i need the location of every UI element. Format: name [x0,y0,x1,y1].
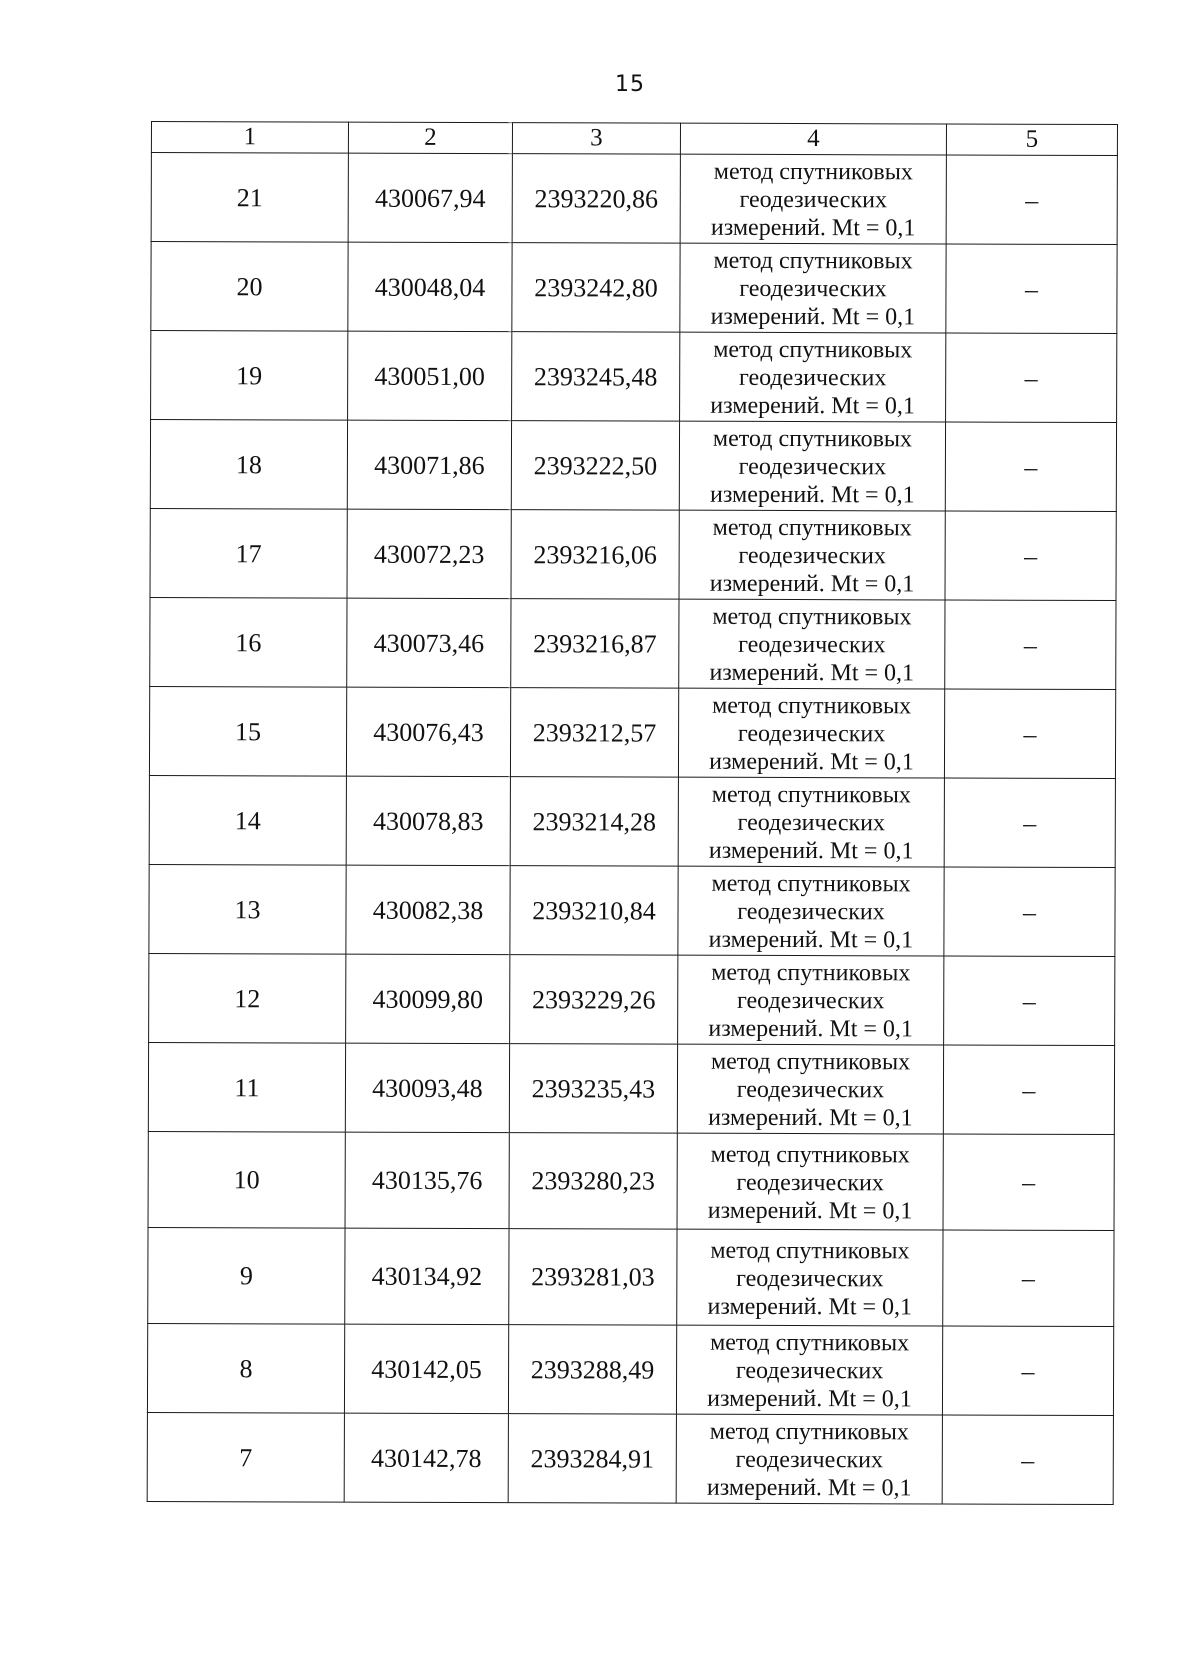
method-line-3: измерений. Mt = 0,1 [707,1197,913,1224]
cell-point-number: 12 [149,953,346,1043]
header-row [151,122,1117,156]
cell-description: – [943,1134,1114,1231]
column-header-2: 2 [348,122,512,154]
cell-method [678,955,944,1045]
cell-coordinate-y: 2393214,28 [510,777,678,867]
method-line-3: измерений. Mt = 0,1 [709,659,915,687]
method-line-2: геодезических [736,1169,884,1196]
method-line-3: измерений. Mt = 0,1 [710,214,916,242]
cell-description: – [944,867,1115,957]
cell-method [680,154,946,244]
cell-coordinate-y: 2393235,43 [509,1044,677,1134]
cell-description: – [944,689,1115,779]
cell-method [677,1133,943,1230]
cell-point-number: 13 [149,864,346,954]
cell-coordinate-x: 430099,80 [346,954,510,1044]
method-line-1: метод спутниковых [711,959,911,987]
cell-coordinate-x: 430135,76 [345,1132,509,1229]
method-line-1: метод спутниковых [712,603,912,631]
cell-point-number: 16 [150,597,347,687]
cell-description: – [944,956,1115,1046]
cell-coordinate-x: 430072,23 [347,509,511,599]
method-line-2: геодезических [737,809,886,837]
cell-coordinate-x: 430067,94 [348,153,512,243]
cell-point-number: 18 [150,420,347,510]
method-line-2: геодезических [738,542,886,570]
table-row [148,1042,1114,1134]
cell-coordinate-y: 2393216,87 [511,599,679,689]
coordinates-table [147,121,1118,1505]
column-header-1: 1 [151,122,348,154]
method-line-3: измерений. Mt = 0,1 [708,926,914,954]
cell-coordinate-x: 430051,00 [348,331,512,421]
cell-description: – [946,244,1117,334]
method-line-1: метод спутниковых [710,1141,910,1168]
table-row [150,420,1116,512]
method-line-3: измерений. Mt = 0,1 [710,392,915,420]
method-line-2: геодезических [739,275,887,303]
cell-point-number: 21 [151,153,348,243]
cell-description: – [946,155,1117,245]
cell-coordinate-y: 2393281,03 [509,1229,677,1326]
cell-description: – [946,333,1117,423]
cell-coordinate-y: 2393288,49 [508,1325,676,1415]
cell-point-number: 7 [147,1412,344,1502]
page-number: 15 [615,72,645,97]
cell-description: – [945,600,1116,690]
table-row [149,686,1115,778]
table-row [149,864,1115,956]
column-header-4: 4 [680,123,946,155]
cell-method [678,688,944,778]
cell-coordinate-x: 430078,83 [346,776,510,866]
table-row [151,153,1117,245]
table-row [147,1412,1113,1504]
cell-coordinate-x: 430142,78 [344,1413,508,1503]
cell-coordinate-x: 430093,48 [345,1043,509,1133]
cell-coordinate-y: 2393229,26 [510,955,678,1045]
cell-point-number: 9 [148,1227,345,1324]
cell-coordinate-x: 430082,38 [346,865,510,955]
method-line-3: измерений. Mt = 0,1 [708,837,914,865]
method-line-3: измерений. Mt = 0,1 [709,570,915,598]
method-line-1: метод спутниковых [712,692,912,720]
cell-coordinate-y: 2393222,50 [511,421,679,511]
cell-point-number: 8 [147,1323,344,1413]
method-line-2: геодезических [735,1357,884,1385]
cell-description: – [944,778,1115,868]
cell-description: – [942,1326,1113,1416]
method-line-2: геодезических [736,1076,885,1104]
cell-method [677,1044,943,1134]
cell-coordinate-x: 430142,05 [344,1324,508,1414]
method-line-1: метод спутниковых [713,336,913,364]
method-line-2: геодезических [737,898,885,926]
cell-method [680,332,946,422]
method-line-3: измерений. Mt = 0,1 [707,1293,913,1320]
cell-point-number: 19 [151,331,348,421]
cell-method [679,599,945,689]
cell-coordinate-x: 430048,04 [348,242,512,332]
method-line-3: измерений. Mt = 0,1 [710,303,916,331]
method-line-3: измерений. Mt = 0,1 [706,1474,912,1502]
cell-description: – [942,1415,1113,1505]
method-line-2: геодезических [738,453,887,481]
method-line-1: метод спутниковых [713,247,913,275]
cell-coordinate-y: 2393220,86 [512,154,680,244]
cell-method [677,1229,943,1326]
cell-coordinate-y: 2393212,57 [510,688,678,778]
table-row [148,1227,1114,1326]
cell-method [679,421,945,511]
table-row [150,597,1116,689]
cell-description: – [943,1045,1114,1135]
method-line-1: метод спутниковых [712,514,912,542]
cell-method [676,1325,942,1415]
cell-coordinate-y: 2393284,91 [508,1414,676,1504]
cell-method [680,243,946,333]
method-line-1: метод спутниковых [711,870,911,898]
method-line-1: метод спутниковых [710,1048,911,1076]
method-line-2: геодезических [735,1446,884,1474]
method-line-3: измерений. Mt = 0,1 [707,1385,912,1413]
cell-coordinate-x: 430134,92 [345,1228,509,1325]
cell-coordinate-y: 2393210,84 [510,866,678,956]
cell-point-number: 17 [150,508,347,598]
method-line-1: метод спутниковых [711,781,911,809]
method-line-2: геодезических [739,186,888,214]
cell-point-number: 10 [148,1131,345,1228]
coordinates-table-wrapper [147,121,1117,1505]
method-line-1: метод спутниковых [713,158,913,186]
table-row [147,1323,1113,1415]
method-line-2: геодезических [738,631,886,659]
cell-method [678,866,944,956]
table-row [150,508,1116,600]
cell-coordinate-x: 430076,43 [346,687,510,777]
cell-coordinate-x: 430071,86 [347,420,511,510]
cell-point-number: 15 [149,686,346,776]
method-line-3: измерений. Mt = 0,1 [708,1015,913,1043]
method-line-2: геодезических [736,987,885,1015]
method-line-3: измерений. Mt = 0,1 [710,481,915,509]
column-header-3: 3 [512,123,680,155]
cell-description: – [943,1230,1114,1327]
table-row [149,775,1115,867]
cell-coordinate-y: 2393245,48 [512,332,680,422]
method-line-2: геодезических [736,1265,884,1292]
cell-coordinate-y: 2393280,23 [509,1133,677,1230]
method-line-3: измерений. Mt = 0,1 [709,748,914,776]
table-row [151,242,1117,334]
method-line-1: метод спутниковых [710,1329,910,1357]
cell-method [676,1414,942,1504]
table-row [151,331,1117,423]
table-header [151,122,1117,156]
table-row [149,953,1115,1045]
method-line-2: геодезических [738,364,887,392]
cell-coordinate-y: 2393242,80 [512,243,680,333]
cell-description: – [945,422,1116,512]
cell-coordinate-x: 430073,46 [347,598,511,688]
cell-method [678,777,944,867]
method-line-3: измерений. Mt = 0,1 [708,1104,913,1132]
method-line-1: метод спутниковых [709,1418,909,1446]
column-header-5: 5 [946,124,1117,156]
method-line-1: метод спутниковых [710,1237,910,1264]
table-body [147,153,1117,1505]
table-row [148,1131,1114,1230]
method-line-1: метод спутниковых [712,425,913,453]
method-line-2: геодезических [737,720,886,748]
cell-method [679,510,945,600]
cell-point-number: 14 [149,775,346,865]
cell-point-number: 20 [151,242,348,332]
cell-coordinate-y: 2393216,06 [511,510,679,600]
cell-description: – [945,511,1116,601]
cell-point-number: 11 [148,1042,345,1132]
